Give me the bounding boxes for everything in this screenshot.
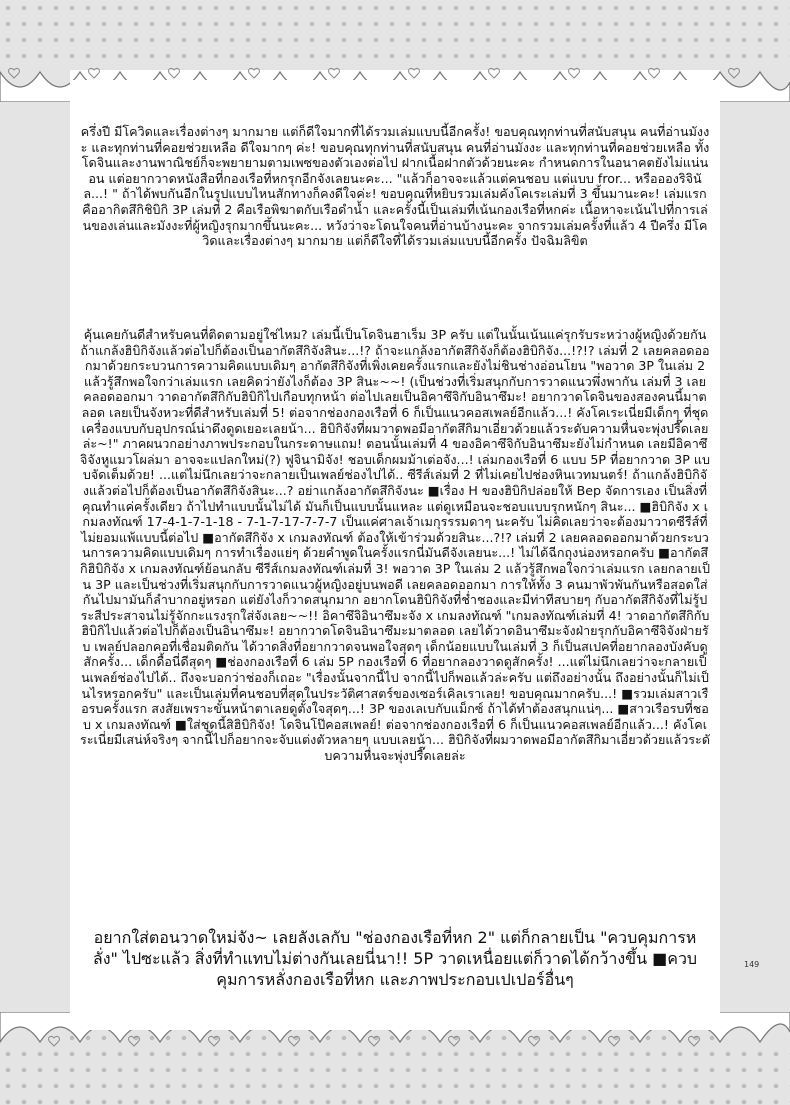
afterword-paragraph-3: อยากใส่ตอนวาดใหม่จัง~ เลยลังเลกับ "ช่องกองเรือที่หก 2" แต่ก็กลายเป็น "ควบคุมการหลั่ง" ไปซะแล้ว สิ่งที่ทำแทบไม่ต่างกันเลยนี่นา!! 5P วาดเหนื่อยแต่ก็วาดได้กว้างขึ้น ■ควบคุมการหลั่งกองเรือที่หก และภาพประกอบเปเปอร์อื่นๆ: [92, 928, 698, 989]
decorative-border-top: [0, 0, 790, 70]
afterword-paragraph-1: ครึ่งปี มีโควิดและเรื่องต่างๆ มากมาย แต่ก็ดีใจมากที่ได้รวมเล่มแบบนี้อีกครั้ง! ขอบคุณทุกท่านที่สนับสนุน คนที่อ่านมังงะ และทุกท่านที่คอยช่วยเหลือ ดีใจมากๆ ค่ะ! ขอบคุณทุกท่านที่สนับสนุน คนที่อ่านมังงะ และทุกท่านที่คอยช่วยเหลือ ทั้งโดจินและงานพาณิชย์ก็จะพยายามตามเพซของตัวเองต่อไป ฝากเนื้อฝากตัวด้วยนะคะ กำหนดการในอนาคตยังไม่แน่นอน แต่อยากวาดหนังสือที่กองเรือที่หกรุกอีกจังเลยนะคะ... "แล้วก็อาจจะแล้วแต่คนชอบ แต่แบบ fror... หรืออองริจินัล...! " ถ้าได้พบกันอีกในรูปแบบไหนสักทางก็คงดีใจค่ะ! ขอบคุณที่หยิบรวมเล่มคังโคเระเล่มที่ 3 ขึ้นมานะคะ! เล่มแรกคืออากิตสึกิชิบิกิ 3P เล่มที่ 2 คือเรือพิฆาตกับเรือดำน้ำ และครั้งนี้เป็นเล่มที่เน้นกองเรือที่หกค่ะ เนื้อหาจะเน้นไปที่การเล่นของเล่นและมังงะที่ผู้หญิงรุกมากขึ้นนะคะ... หวังว่าจะโดนใจคนที่อ่านบ้างนะคะ จากรวมเล่มครั้งที่แล้ว 4 ปีครึ่ง มีโควิดและเรื่องต่างๆ มากมาย แต่ก็ดีใจที่ได้รวมเล่มแบบนี้อีกครั้ง ปัจฉิมลิขิต: [80, 124, 710, 249]
decorative-border-right: [720, 60, 790, 1040]
afterword-paragraph-2: คุ้นเคยกันดีสำหรับคนที่ติดตามอยู่ใช่ไหม? เล่มนี้เป็นโดจินฮาเร็ม 3P ครับ แต่ในนั้นเน้นแค่รุกรับระหว่างผู้หญิงด้วยกัน ถ้าแกล้งฮิบิกิจังแล้วต่อไปก็ต้องเป็นอากัตสึกิจังสินะ...!? ถ้าจะแกล้งอากัตสึกิจังก็ต้องฮิบิกิจัง...!?!? เล่มที่ 2 เลยคลอดออกมาด้วยกระบวนการความคิดแบบเดิมๆ อากัตสึกิจังที่เพิ่งเคยครั้งแรกและยังไม่ชินช่างอ่อนโยน "พอวาด 3P ในเล่ม 2 แล้วรู้สึกพอใจกว่าเล่มแรก เลยคิดว่ายังไงก็ต้อง 3P สินะ~~! (เป็นช่วงที่เริ่มสนุกกับการวาดแนวพึ่งพากัน เล่มที่ 3 เลยคลอดออกมา วาดอากัตสึกิกับฮิบิกิไปเกือบทุกหน้า ต่อไปเลยเป็นอิคาซึจิกับอินาซึมะ! อยากวาดโดจินของสองคนนี้มาตลอด เลยเป็นจังหวะที่ดีสำหรับเล่มที่ 5! ต่อจากช่องกองเรือที่ 6 ก็เป็นแนวคอสเพลย์อีกแล้ว...! คังโคเระเนี่ยมีเด็กๆ ที่ชุดเครื่องแบบกับอุปกรณ์น่าดึงดูดเยอะเลยน้า... ฮิบิกิจังที่ผมวาดพอมีอากัตสึกิมาเอี่ยวด้วยแล้วระดับความหื่นจะพุ่งปรี๊ดเลยล่ะ~!" ภาคผนวกอย่างภาพประกอบในกระดาษแถม! ตอนนั้นเล่มที่ 4 ของอิคาซึจิกับอินาซึมะยังไม่กำหนด เลยมีอิคาซึจิจังหูแมวโผล่มา อาจจะแปลกใหม่(?) ฟูจินามิจัง! ชอบเด็กผมม้าเต่อจัง...! เล่มกองเรือที่ 6 แบบ 5P ที่อยากวาด 3P แบบจัดเต็มด้วย! ...แต่ไม่นึกเลยว่าจะกลายเป็นเพลย์ช่องไปได้.. ซีรีส์เล่มที่ 2 ที่ไม่เคยไปช่องหินเวทมนตร์! ถ้าแกล้งฮิบิกิจังแล้วต่อไปก็ต้องเป็นอากัตสึกิจังสินะ...? อย่าแกล้งอากัตสึกิจังนะ ■เรื่อง H ของฮิบิกิปล่อยให้ Bep จัดการเอง เป็นสิ่งที่คุณทำแค่ครั้งเดียว ถ้าไปทำแบบนั้นไม่ได้ มันก็เป็นแบบนั้นแหละ แต่ดูเหมือนจะชอบแบบรุกหนักๆ สินะ... ■ฮิบิกิจัง x เกมลงทัณฑ์ 17-4-1-7-1-18 - 7-1-7-17-7-7-7 เป็นแค่ศาลเจ้าเมกุรรรมดาๆ นะครับ ไม่คิดเลยว่าจะต้องมาวาดซีรีส์ที่ไม่ยอมแพ้แบบนี้ต่อไป ■อากัตสึกิจัง x เกมลงทัณฑ์ ต้องให้เข้าร่วมด้วยสินะ...?!? เล่มที่ 2 เลยคลอดออกมาด้วยกระบวนการความคิดแบบเดิมๆ การทำเรื่องแย่ๆ ด้วยคำพูดในครั้งแรกนี่มันดีจังเลยนะ...! ไม่ได้ฉีกถุงน่องหรอกครับ ■อากัตสึกิฮิบิกิจัง x เกมลงทัณฑ์ย้อนกลับ ซีรีส์เกมลงทัณฑ์เล่มที่ 3! พอวาด 3P ในเล่ม 2 แล้วรู้สึกพอใจกว่าเล่มแรก เลยกลายเป็น 3P และเป็นช่วงที่เริ่มสนุกกับการวาดแนวผู้หญิงอยู่บนพอดี เลยคลอดออกมา การให้ทั้ง 3 คนมาพัวพันกันหรือสอดใส่กันไปมามันก็ลำบากอยู่หรอก แต่ยังไงก็วาดสนุกมาก อยากโดนฮิบิกิจังที่ช่ำชองและมีท่าทีสบายๆ กับอากัตสึกิจังที่ไม่รู้ประสีประสาจนไม่รู้จักกะแรงรุกใส่จังเลย~~!! อิคาซึจิอินาซึมะจัง x เกมลงทัณฑ์ "เกมลงทัณฑ์เล่มที่ 4! วาดอากัตสึกิกับฮิบิกิไปแล้วต่อไปก็ต้องเป็นอินาซึมะ! อยากวาดโดจินอินาซึมะมาตลอด เลยได้วาดอินาซึมะจังฝ่ายรุกกับอิคาซึจิจังฝ่ายรับ เพลย์ปลอกคอที่เชื่อมติดกัน ได้วาดสิ่งที่อยากวาดจนพอใจสุดๆ เด็กน้อยแบบในเล่มที่ 3 ก็เป็นสเปคที่อยากลองบังคับดูสักครั้ง... เด็กดื้อนี่ดีสุดๆ ■ช่องกองเรือที่ 6 เล่ม 5P กองเรือที่ 6 ที่อยากลองวาดดูสักครั้ง! ...แต่ไม่นึกเลยว่าจะกลายเป็นเพลย์ช่องไปได้.. ถึงจะบอกว่าช่องก็เถอะ "เรื่องนั้นจากนี้ไป จากนี้ไปก็พอแล้วล่ะครับ แต่ถึงอย่างนั้น ถึงอย่างนั้นก็ไม่เป็นไรหรอกครับ" และเป็นเล่มที่คนชอบที่สุดในประวัติศาสตร์ของเซอร์เคิลเราเลย! ขอบคุณมากครับ...! ■รวมเล่มสาวเรือรบครั้งแรก สงสัยเพราะขั้นหน้าตาเลยดูตั้งใจสุดๆ...! 3P ของเลเบกับแม็กซ์ ถ้าได้ทำต้องสนุกแน่ๆ... ■สาวเรือรบที่ชอบ x เกมลงทัณฑ์ ■ใส่ชุดนี้สิฮิบิกิจัง! โดจินโป๊คอสเพลย์! ต่อจากช่องกองเรือที่ 6 ก็เป็นแนวคอสเพลย์อีกแล้ว...! คังโคเระเนี่ยมีเสน่ห์จริงๆ จากนี้ไปก็อยากจะจับแต่งตัวหลายๆ แบบเลยน้า... ฮิบิกิจังที่ผมวาดพอมีอากัตสึกิมาเอี่ยวด้วยแล้วระดับความหื่นจะพุ่งปรี๊ดเลยล่ะ: [80, 327, 711, 764]
decorative-border-left: [0, 60, 70, 1040]
page-number: 149: [744, 960, 760, 969]
